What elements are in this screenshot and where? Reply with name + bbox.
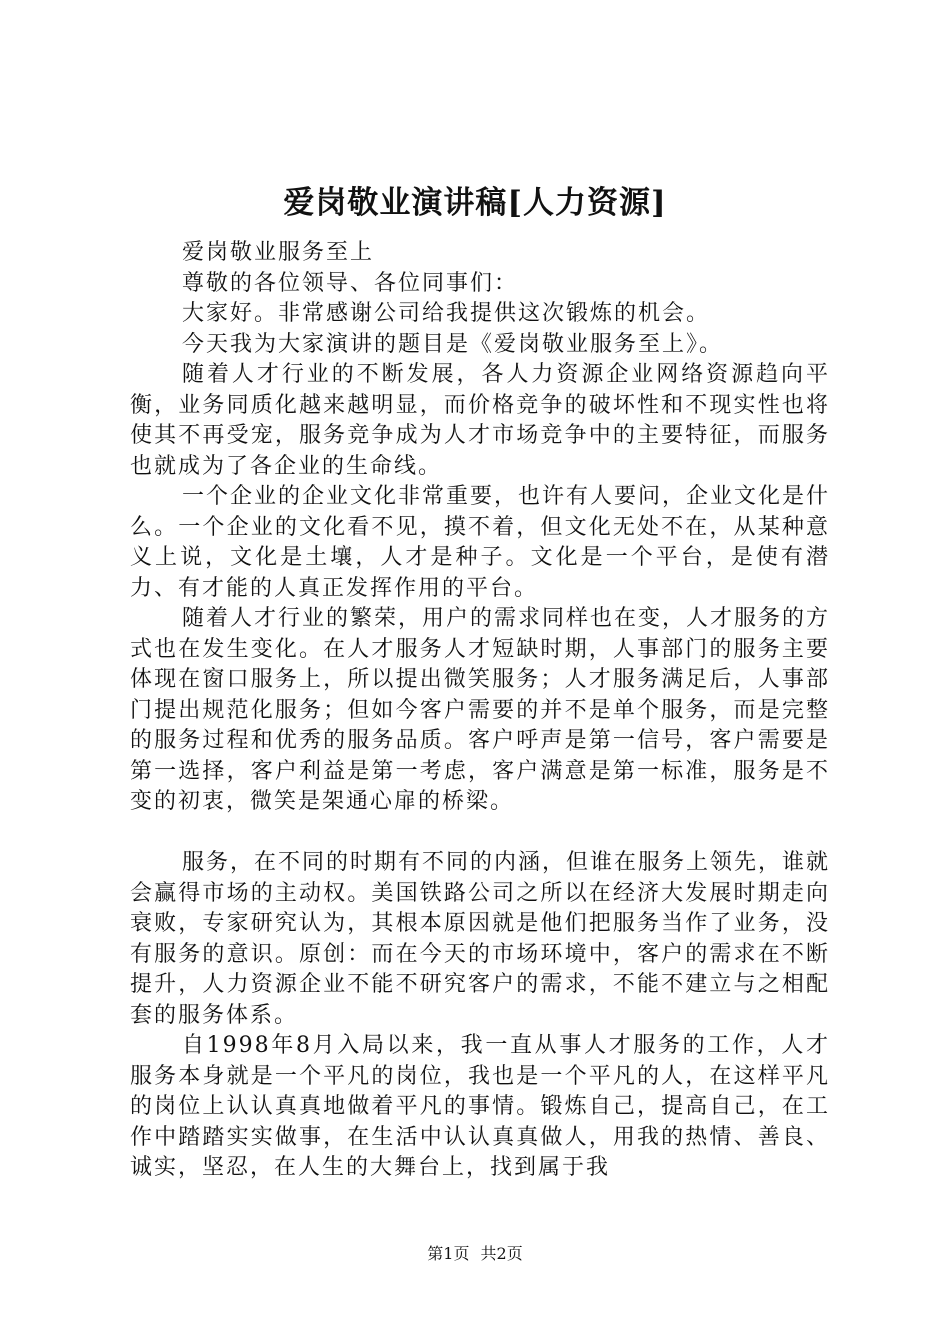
body-paragraph: 一个企业的企业文化非常重要，也许有人要问，企业文化是什么。一个企业的文化看不见，摸不着，但文化无处不在，从某种意义上说，文化是土壤，人才是种子。文化是一个平台，是使有潜力、有才能的人真正发挥作用的平台。 [130, 484, 831, 601]
body-paragraph: 自1998年8月入局以来，我一直从事人才服务的工作，人才服务本身就是一个平凡的岗位，我也是一个平凡的人，在这样平凡的岗位上认认真真地做着平凡的事情。锻炼自己，提高自己，在工作中踏踏实实做事，在生活中认认真真做人，用我的热情、善良、诚实，坚忍，在人生的大舞台上，找到属于我 [130, 1033, 830, 1180]
salutation: 尊敬的各位领导、各位同事们： [182, 270, 519, 296]
paragraph-gap [130, 818, 830, 849]
body-paragraph: 随着人才行业的不断发展，各人力资源企业网络资源趋向平衡，业务同质化越来越明显，而价格竞争的破坏性和不现实性也将使其不再受宠，服务竞争成为人才市场竞争中的主要特征，而服务也就成为了各企业的生命线。 [130, 362, 830, 479]
page-number: 第1页 [427, 1244, 470, 1263]
document-body [130, 238, 830, 1184]
page-footer [0, 1243, 950, 1265]
greeting-paragraph: 大家好。非常感谢公司给我提供这次锻炼的机会。 [182, 301, 711, 326]
body-paragraph: 服务，在不同的时期有不同的内涵，但谁在服务上领先，谁就会赢得市场的主动权。美国铁路公司之所以在经济大发展时期走向衰败，专家研究认为，其根本原因就是他们把服务当作了业务，没有服务的意识。原创：而在今天的市场环境中，客户的需求在不断提升，人力资源企业不能不研究客户的需求，不能不建立与之相配套的服务体系。 [130, 850, 831, 1028]
speech-subtitle: 爱岗敬业服务至上 [182, 240, 375, 265]
document-title: 爱岗敬业演讲稿[人力资源] [283, 185, 667, 221]
page-total: 共2页 [480, 1244, 523, 1263]
body-paragraph: 随着人才行业的繁荣，用户的需求同样也在变，人才服务的方式也在发生变化。在人才服务人才短缺时期，人事部门的服务主要体现在窗口服务上，所以提出微笑服务；人才服务满足后，人事部门提出规范化服务；但如今客户需要的并不是单个服务，而是完整的服务过程和优秀的服务品质。客户呼声是第一信号，客户需要是第一选择，客户利益是第一考虑，客户满意是第一标准，服务是不变的初衷，微笑是架通心扉的桥梁。 [130, 606, 831, 814]
topic-paragraph: 今天我为大家演讲的题目是《爱岗敬业服务至上》。 [182, 331, 724, 357]
